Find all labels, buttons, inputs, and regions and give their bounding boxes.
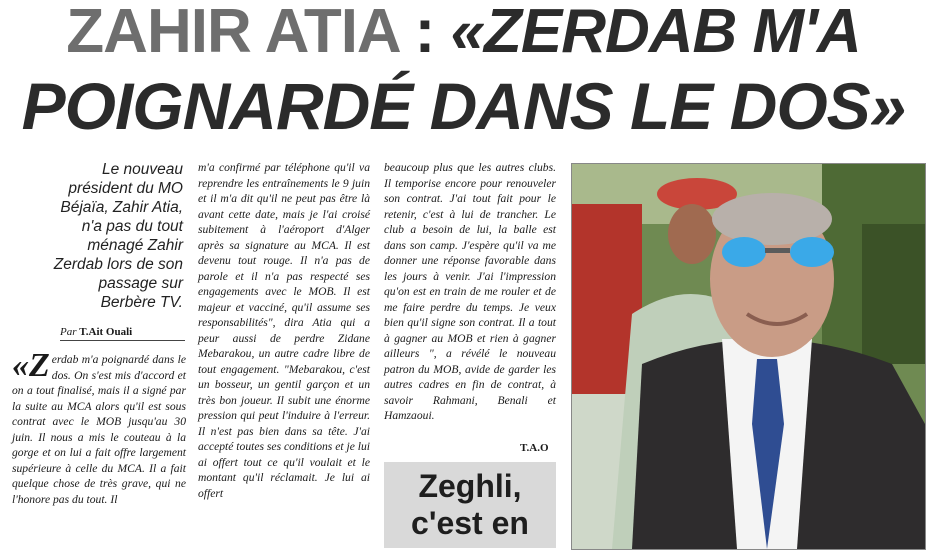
lead-paragraph: Le nouveau président du MO Béjaïa, Zahir Atia, n'a pas du tout ménagé Zahir Zerdab lors de son passage sur Berbère TV. [53, 161, 183, 311]
byline-author: T.Ait Ouali [79, 326, 133, 338]
portrait-photo [571, 163, 926, 550]
column-1-text: erdab m'a poignardé dans le dos. On s'est mis d'accord et on a tout finalisé, mais il a signé par la suite au MCA alors qu'il est sous contrat avec le MOB jusqu'au 30 juin. Il nous a mis le couteau à la gorge et on lui a fait offre largement supérieure à celle du MCA. Il a fait quelque chose de très grave, qui ne l'honore pas du tout. Il [12, 353, 186, 506]
headline-line-2: POIGNARDÉ DANS LE DOS» [21, 69, 906, 143]
article-column-1 [12, 347, 186, 507]
headline-line-1 [0, 0, 927, 64]
byline-prefix: Par [60, 326, 77, 338]
article-column-3: beaucoup plus que les autres clubs. Il temporise encore pour renouveler son contrat. J'ai tout fait pour le retenir, c'est à lui de trancher. Le club a besoin de lui, la balle est dans son camp. J'espère qu'il va me donner une réponse favorable dans les jours à venir. J'ai l'impression qu'on est en train de me rouler et de me faire perdre du temps. Je veux bien qu'il signe son contrat. Il a tout à gagner au MOB et rien à gagner ailleurs ", a révélé le nouveau patron du MOB, avide de garder les autres cadres en fin de contrat, à savoir Rahmani, Benali et Hamzaoui. [384, 161, 556, 422]
byline [60, 326, 185, 341]
teaser-line-1: Zeghli, [418, 468, 522, 504]
teaser-title [384, 468, 556, 542]
teaser-line-2: c'est en [411, 505, 529, 541]
headline-quote-part-1: «ZERDAB M'A [450, 0, 861, 66]
headline-name: ZAHIR ATIA [66, 0, 399, 66]
headline-separator: : [398, 0, 451, 66]
portrait-illustration [572, 164, 925, 549]
drop-cap: «Z [12, 347, 50, 384]
teaser-box [384, 462, 556, 548]
article-column-2: m'a confirmé par téléphone qu'il va reprendre les entraînements le 9 juin et il m'a dit qu'il ne peut pas être là avant cette date, mais je l'ai croisé subitement à l'aéroport d'Alger après sa signature au MCA. Il est devenu tout rouge. Il n'a pas de parole et il n'a pas respecté ses engagements avec le MOB. Il est majeur et vacciné, qu'il assume ses responsabilités", dira Atia qui a peur aussi de perdre Zidane Mebarakou, un autre cadre libre de tout engagement. "Mebarakou, c'est un bosseur, un gentil garçon et un très bon joueur. Il subit une énorme pression qui peut l'induire à l'erreur. Il n'est pas bien dans sa tête. J'ai accepté toutes ses conditions et je lui ai offert tout ce qu'il voulait et le montant qu'il réclamait. Je lui ai offert [198, 161, 370, 500]
author-signature: T.A.O [520, 442, 549, 454]
